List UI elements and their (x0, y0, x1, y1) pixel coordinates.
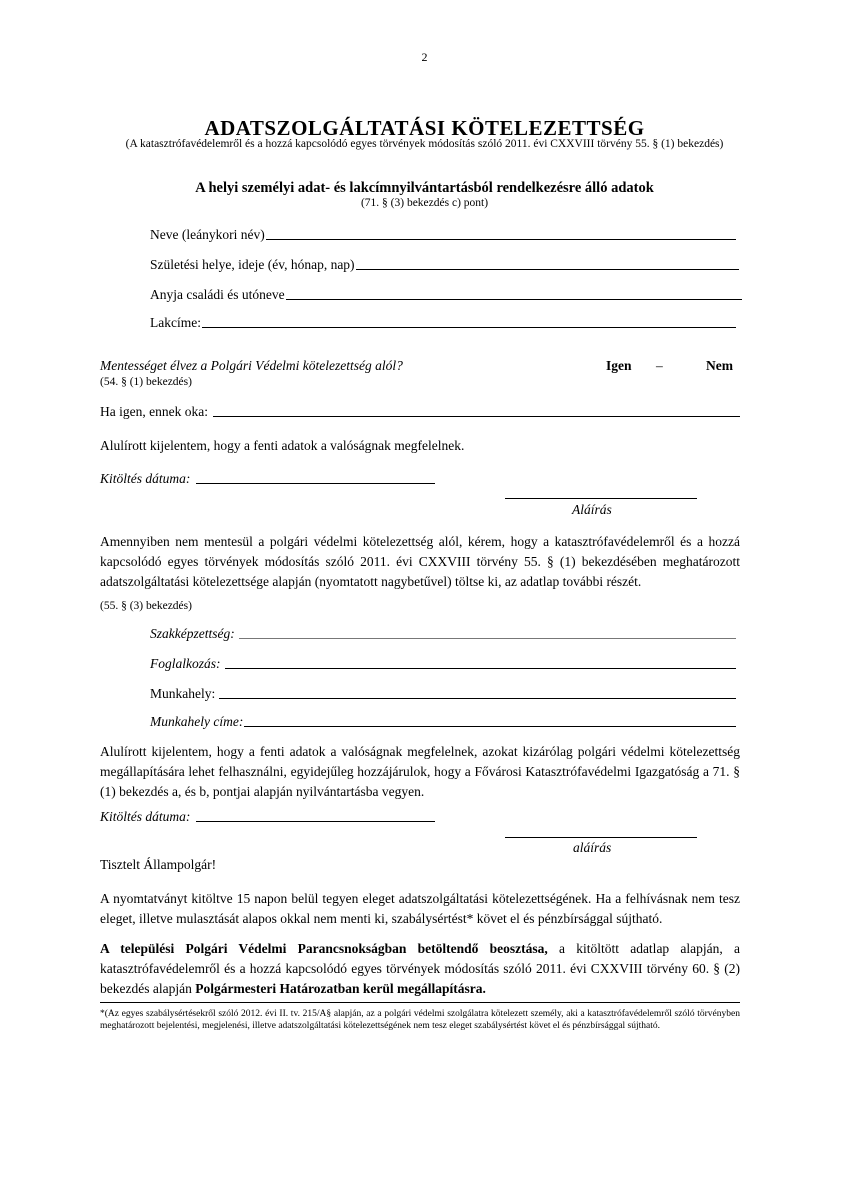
date-input-line-2[interactable] (196, 820, 435, 822)
assignment-middle: a kitöltött adatlap alapján, a katasztrófavédelemről és a hozzá kapcsolódó egyes törvények módosítás szóló 2011. évi CXXVIII törvény 60. § (2) bekezdés alapján (100, 941, 740, 996)
assignment-bold-end: Polgármesteri Határozatban kerül megállapításra. (195, 981, 486, 996)
qualification-field-row (150, 626, 736, 642)
date-input-line-1[interactable] (196, 482, 435, 484)
birth-input-line[interactable] (356, 268, 739, 270)
reason-field-row (100, 404, 740, 420)
date-label-2: Kitöltés dátuma: (100, 809, 191, 824)
section1-heading: A helyi személyi adat- és lakcímnyilvántartásból rendelkezésre álló adatok (195, 180, 654, 196)
workplace-address-field-row (150, 714, 736, 730)
request-paragraph: Amennyiben nem mentesül a polgári védelmi kötelezettség alól, kérem, hogy a katasztrófavédelemről és a hozzá kapcsolódó egyes törvények módosítás szóló 2011. évi CXXVIII törvény 55. § (1) bekezdésében meghatározott adatszolgáltatási kötelezettsége alapján (nyomtatott nagybetűvel) töltse ki, az adatlap további részét. (100, 534, 740, 589)
assignment-paragraph (100, 939, 740, 999)
section2-reference: (55. § (3) bekezdés) (100, 600, 192, 612)
occupation-label: Foglalkozás: (150, 656, 221, 671)
address-input-line[interactable] (202, 326, 736, 328)
mother-name-input-line[interactable] (286, 298, 742, 300)
assignment-bold-start: A települési Polgári Védelmi Parancsnokságban betöltendő beosztása, (100, 941, 548, 956)
signature-label-1: Aláírás (572, 502, 612, 517)
date-field-row-2 (100, 809, 435, 825)
workplace-address-label: Munkahely címe: (150, 714, 244, 729)
footnote: *(Az egyes szabálysértésekről szóló 2012. évi II. tv. 215/A§ alapján, az a polgári védelmi szolgálatra kötelezett személy, aki a katasztrófavédelemről szóló törvényben meghatározott bejelentési, megjelenési, illetve adatszolgáltatási kötelezettségének nem tesz eleget szabálysértést követ el és pénzbírsággal sújtható. (100, 1009, 740, 1031)
qualification-input-line[interactable] (239, 637, 736, 639)
page-number: 2 (421, 50, 428, 64)
notice-paragraph: A nyomtatványt kitöltve 15 napon belül tegyen eleget adatszolgáltatási kötelezettségének. Ha a felhívásnak nem tesz eleget, illetve mulasztását alapos okkal nem menti ki, szabálysértést* követ el és pénzbírsággal sújtható. (100, 891, 740, 926)
exemption-no-option[interactable]: Nem (706, 358, 733, 373)
workplace-field-row (150, 686, 736, 702)
page-subtitle: (A katasztrófavédelemről és a hozzá kapcsolódó egyes törvények módosítás szóló 2011. évi CXXVIII törvény 55. § (1) bekezdés) (125, 138, 724, 150)
section1-reference: (71. § (3) bekezdés c) pont) (360, 197, 489, 209)
declaration-2: Alulírott kijelentem, hogy a fenti adatok a valóságnak megfelelnek, azokat kizárólag polgári védelmi kötelezettség megállapítására lehet felhasználni, egyidejűleg hozzájárulok, hogy a Fővárosi Katasztrófavédelmi Igazgatóság a 71. § (1) bekezdés a, és b, pontjai alapján nyilvántartásba vegyen. (100, 744, 740, 799)
address-field-row (150, 315, 736, 331)
page-title: ADATSZOLGÁLTATÁSI KÖTELEZETTSÉG (204, 116, 645, 140)
workplace-label: Munkahely: (150, 686, 216, 701)
declaration-1: Alulírott kijelentem, hogy a fenti adatok a valóságnak megfelelnek. (100, 438, 465, 453)
address-label: Lakcíme: (150, 315, 201, 330)
signature-label-2: aláírás (573, 840, 612, 855)
date-label-1: Kitöltés dátuma: (100, 471, 191, 486)
birth-field-row (150, 257, 739, 273)
workplace-address-input-line[interactable] (244, 725, 736, 727)
name-label: Neve (leánykori név) (150, 227, 265, 242)
exemption-dash: – (656, 358, 663, 373)
mother-name-label: Anyja családi és utóneve (150, 287, 285, 302)
exemption-reference: (54. § (1) bekezdés) (100, 376, 192, 388)
occupation-field-row (150, 656, 736, 672)
qualification-label: Szakképzettség: (150, 626, 235, 641)
signature-line-2[interactable] (505, 837, 697, 838)
reason-label: Ha igen, ennek oka: (100, 404, 208, 419)
reason-input-line[interactable] (213, 415, 740, 417)
footnote-divider (100, 1002, 740, 1003)
signature-line-1[interactable] (505, 498, 697, 499)
mother-field-row (150, 287, 742, 303)
name-input-line[interactable] (266, 238, 736, 240)
greeting: Tisztelt Állampolgár! (100, 857, 217, 872)
date-field-row-1 (100, 471, 435, 487)
exemption-question: Mentességet élvez a Polgári Védelmi kötelezettség alól? (100, 358, 403, 373)
exemption-yes-option[interactable]: Igen (606, 358, 632, 373)
workplace-input-line[interactable] (219, 697, 736, 699)
occupation-input-line[interactable] (225, 667, 737, 669)
birth-label: Születési helye, ideje (év, hónap, nap) (150, 257, 355, 272)
name-field-row (150, 227, 736, 243)
